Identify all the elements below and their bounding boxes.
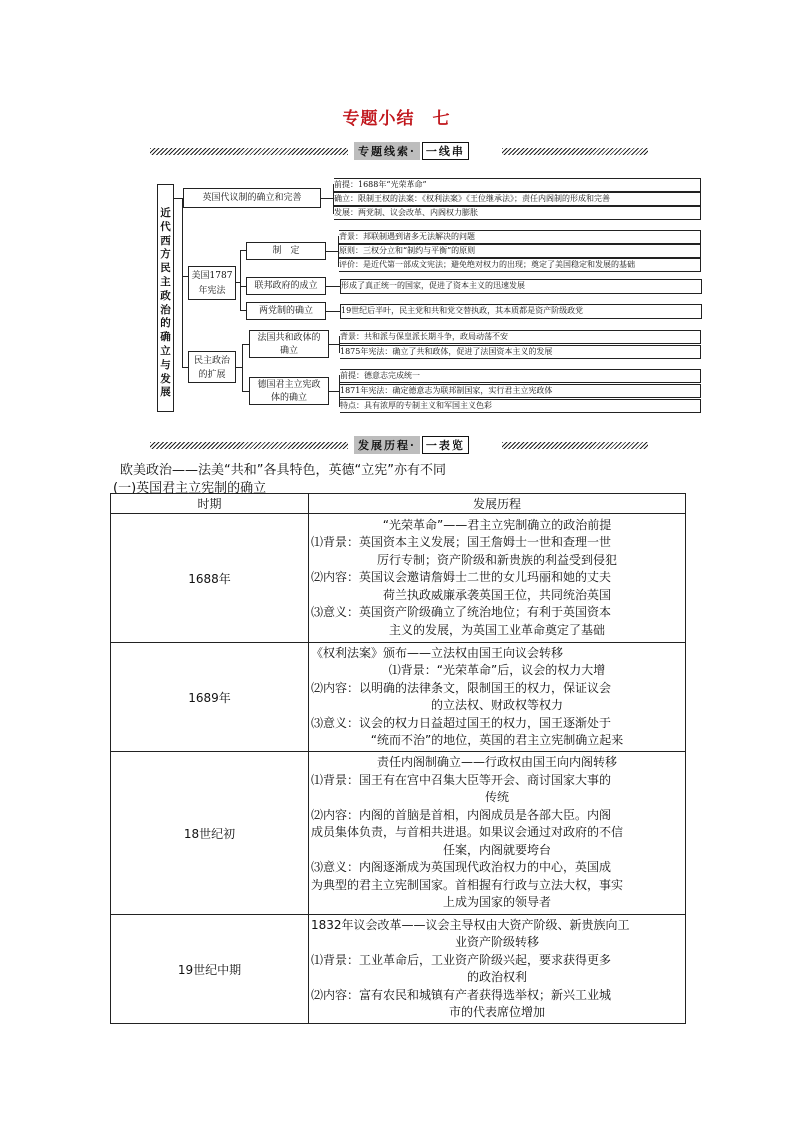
branch-ext: 民主政治的扩展 [188, 351, 236, 383]
de-row: 特点：具有浓厚的专制主义和军国主义色彩 [340, 399, 701, 413]
uk-row: 确立：限制王权的法案：《权利法案》《王位继承法》；责任内阁制的形成和完善 [334, 192, 701, 206]
connector [240, 250, 241, 310]
fr-row: 背景：共和派与保皇派长期斗争，政局动荡不安 [340, 330, 701, 344]
table-row [111, 643, 686, 752]
row-period: 1688年 [111, 514, 309, 643]
mindmap-root: 近代西方民主政治的确立与发展 [157, 184, 174, 412]
header-process: 发展历程 [309, 494, 686, 514]
row-line: ⑵内容：内阁的首脑是首相，内阁成员是各部大臣。内阁 [311, 807, 612, 822]
history-table [110, 493, 686, 1024]
connector [326, 311, 340, 312]
row-line: 《权利法案》颁布——立法权由国王向议会转移 [311, 645, 564, 660]
intro-subheading: (一)英国君主立宪制的确立 [113, 481, 267, 496]
branch-us: 美国1787年宪法 [188, 266, 236, 300]
connector [242, 344, 243, 392]
table-row [111, 915, 686, 1024]
us-federal-row: 形成了真正统一的国家，促进了资本主义的迅速发展 [340, 279, 702, 294]
table-header-row [111, 494, 686, 514]
fr-republic: 法国共和政体的确立 [249, 330, 329, 358]
row-period: 18世纪初 [111, 752, 309, 915]
table-row [111, 752, 686, 915]
row-line: ⑵内容：以明确的法律条文，限制国王的权力，保证议会 [311, 680, 612, 695]
banner-label-main: 专题线索· [354, 142, 420, 160]
connector [329, 391, 339, 392]
row-line: 责任内阁制确立——行政权由国王向内阁转移 [376, 755, 617, 770]
row-line: 任案，内阁就要垮台 [442, 842, 551, 857]
banner-hatch-right [502, 148, 648, 155]
row-content [309, 514, 686, 643]
banner-label-sub: 一表览 [422, 436, 469, 454]
uk-row: 前提：1688年“光荣革命” [334, 178, 701, 192]
section-banner-history [150, 439, 648, 453]
row-period: 1689年 [111, 643, 309, 752]
connector [326, 251, 338, 252]
row-line: 传统 [484, 790, 509, 805]
row-line: ⑶意义：内阁逐渐成为英国现代政治权力的中心，英国成 [311, 860, 612, 875]
row-line: 主义的发展，为英国工业革命奠定了基础 [388, 622, 605, 637]
row-line: 厉行专制；资产阶级和新贵族的利益受到侵犯 [376, 552, 617, 567]
connector [182, 198, 183, 368]
row-line: 的政治权利 [466, 970, 527, 984]
row-content [309, 643, 686, 752]
de-monarchy: 德国君主立宪政体的确立 [249, 377, 329, 405]
connector [174, 198, 182, 199]
banner-label-sub: 一线串 [422, 142, 469, 160]
banner-label [354, 436, 469, 454]
row-line: 成员集体负责，与首相共进退。如果议会通过对政府的不信 [311, 825, 624, 840]
de-row: 1871年宪法：确定德意志为联邦制国家，实行君主立宪政体 [340, 384, 701, 398]
row-line: 为典型的君主立宪制国家。首相握有行政与立法大权，事实 [311, 877, 624, 892]
banner-hatch-left [150, 442, 348, 449]
page-title: 专题小结 七 [342, 109, 451, 129]
header-period: 时期 [111, 494, 309, 514]
banner-label-main: 发展历程· [354, 436, 420, 454]
us-zhiding-row: 原则：三权分立和“制约与平衡”的原则 [339, 244, 701, 258]
row-line: “统而不治”的地位，英国的君主立宪制确立起来 [370, 733, 624, 747]
connector [242, 344, 249, 345]
row-line: ⑶意义：议会的权力日益超过国王的权力，国王逐渐处于 [311, 715, 612, 730]
row-line: ⑴背景：英国资本主义发展；国王詹姆士一世和查理一世 [311, 535, 612, 550]
fr-row: 1875年宪法：确立了共和政体，促进了法国资本主义的发展 [340, 345, 701, 359]
section-banner-clues [150, 145, 648, 159]
banner-hatch-left [150, 148, 348, 155]
table-row [111, 514, 686, 643]
connector [321, 198, 333, 199]
us-party: 两党制的确立 [246, 302, 326, 320]
row-line: 荷兰执政威廉承袭英国王位，共同统治英国 [382, 587, 611, 602]
connector [242, 391, 249, 392]
intro-heading: 欧美政治——法美“共和”各具特色，英德“立宪”亦有不同 [120, 463, 446, 478]
us-zhiding-row: 背景：邦联制遇到诸多无法解决的问题 [339, 230, 701, 244]
row-line: ⑴背景：工业革命后，工业资产阶级兴起，要求获得更多 [311, 952, 612, 967]
us-party-row: 19世纪后半叶，民主党和共和党交替执政，其本质都是资产阶级政党 [340, 304, 702, 319]
row-line: 市的代表席位增加 [448, 1005, 545, 1019]
row-line: ⑵内容：富有农民和城镇有产者获得选举权；新兴工业城 [311, 987, 612, 1002]
row-line: “光荣革命”——君主立宪制确立的政治前提 [382, 517, 612, 532]
row-line: 1832年议会改革——议会主导权由大资产阶级、新贵族向工 [311, 917, 630, 932]
branch-uk: 英国代议制的确立和完善 [183, 188, 321, 208]
connector [326, 286, 340, 287]
banner-hatch-right [502, 442, 648, 449]
connector [329, 344, 339, 345]
us-zhiding: 制 定 [246, 242, 326, 260]
row-line: ⑵内容：英国议会邀请詹姆士二世的女儿玛丽和她的丈夫 [311, 570, 612, 585]
row-line: 业资产阶级转移 [454, 935, 539, 949]
row-line: ⑴背景：“光荣革命”后，议会的权力大增 [388, 663, 606, 677]
uk-row: 发展：两党制、议会改革、内阁权力膨胀 [334, 206, 701, 220]
row-content [309, 752, 686, 915]
us-zhiding-row: 评价：是近代第一部成文宪法；避免绝对权力的出现；奠定了美国稳定和发展的基础 [339, 258, 701, 272]
row-line: ⑶意义：英国资产阶级确立了统治地位；有利于英国资本 [311, 605, 612, 620]
banner-label [354, 142, 469, 160]
row-line: 上成为国家的领导者 [442, 895, 551, 910]
row-period: 19世纪中期 [111, 915, 309, 1024]
row-line: ⑴背景：国王有在宫中召集大臣等开会、商讨国家大事的 [311, 772, 612, 787]
row-content [309, 915, 686, 1024]
row-line: 的立法权、财政权等权力 [430, 698, 563, 712]
de-row: 前提：德意志完成统一 [340, 369, 701, 383]
us-federal: 联邦政府的成立 [246, 277, 326, 295]
